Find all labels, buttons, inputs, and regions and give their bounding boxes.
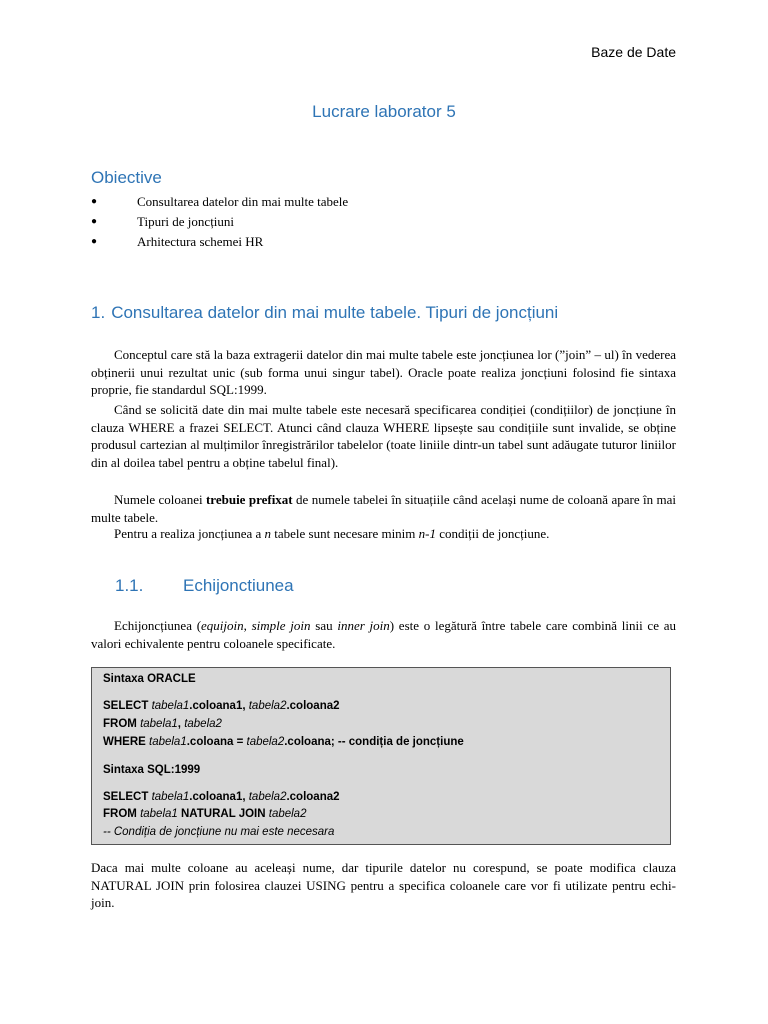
course-header: Baze de Date (591, 44, 676, 60)
section-1-1-paragraph: Echijoncțiunea (equijoin, simple join sau inner join) este o legătură între tabele care combină linii ce au valori echivalente pentru coloanele specificate. (91, 618, 676, 651)
closing-paragraph: Daca mai multe coloane au aceleași nume, dar tipurile datelor nu corespund, se poate modifica clauza NATURAL JOIN prin folosirea clauzei USING pentru a specifica coloanele care vor fi utilizate pentru echi-join. (91, 860, 676, 910)
syntax-code-box (91, 667, 671, 845)
section-1-paragraph-2: Când se solicită date din mai multe tabele este necesară specificarea condiției (condițiilor) de joncțiune în clauza WHERE a frazei SELECT. Atunci când clauza WHERE lipsește sau condițiile sunt invalide, se obține produsul cartezian al mulțimilor înregistrărilor tabelelor (toate liniile dintr-un tabel sunt adăugate tuturor liniilor din al doilea tabel pentru a obține tabelul final). (91, 402, 676, 470)
code-line-comment: -- Condiția de joncțiune nu mai este necesara (103, 826, 335, 838)
objectives-heading: Obiective (91, 168, 162, 187)
objective-item: ● Tipuri de joncțiuni (91, 214, 348, 234)
section-1-paragraph-4: Pentru a realiza joncțiunea a n tabele sunt necesare minim n-1 condiții de joncțiune. (114, 526, 550, 541)
code-line-select: SELECT tabela1.coloana1, tabela2.coloana2 (103, 700, 340, 712)
code-line-from-natural: FROM tabela1 NATURAL JOIN tabela2 (103, 808, 307, 820)
code-line-from: FROM tabela1, tabela2 (103, 718, 222, 730)
objective-item: ● Consultarea datelor din mai multe tabele (91, 194, 348, 214)
objectives-list (91, 194, 348, 254)
document-title: Lucrare laborator 5 (312, 102, 456, 121)
section-1-heading: 1. Consultarea datelor din mai multe tabele. Tipuri de joncțiuni (91, 303, 559, 322)
code-line-where: WHERE tabela1.coloana = tabela2.coloana; -- condiția de joncțiune (103, 736, 464, 748)
oracle-syntax-heading: Sintaxa ORACLE (103, 673, 196, 685)
bullet-icon: ● (91, 196, 98, 207)
section-1-paragraph-1: Conceptul care stă la baza extragerii datelor din mai multe tabele este joncțiunea lor (”join” – ul) în vederea obținerii unui rezultat unic (sub forma unui singur tabel). Oracle poate realiza joncțiuni folosind fie sintaxa proprie, fie standardul SQL:1999. (91, 347, 676, 397)
section-1-paragraph-3: Numele coloanei trebuie prefixat de numele tabelei în situațiile când același nume de coloană apare în mai multe tabele. (91, 492, 676, 525)
sql1999-syntax-heading: Sintaxa SQL:1999 (103, 764, 201, 776)
bullet-icon: ● (91, 216, 98, 227)
bullet-icon: ● (91, 236, 98, 247)
section-1-1-heading: 1.1. Echijonctiunea (115, 576, 294, 595)
objective-item: ● Arhitectura schemei HR (91, 234, 348, 254)
code-line-select-sql: SELECT tabela1.coloana1, tabela2.coloana2 (103, 791, 340, 803)
